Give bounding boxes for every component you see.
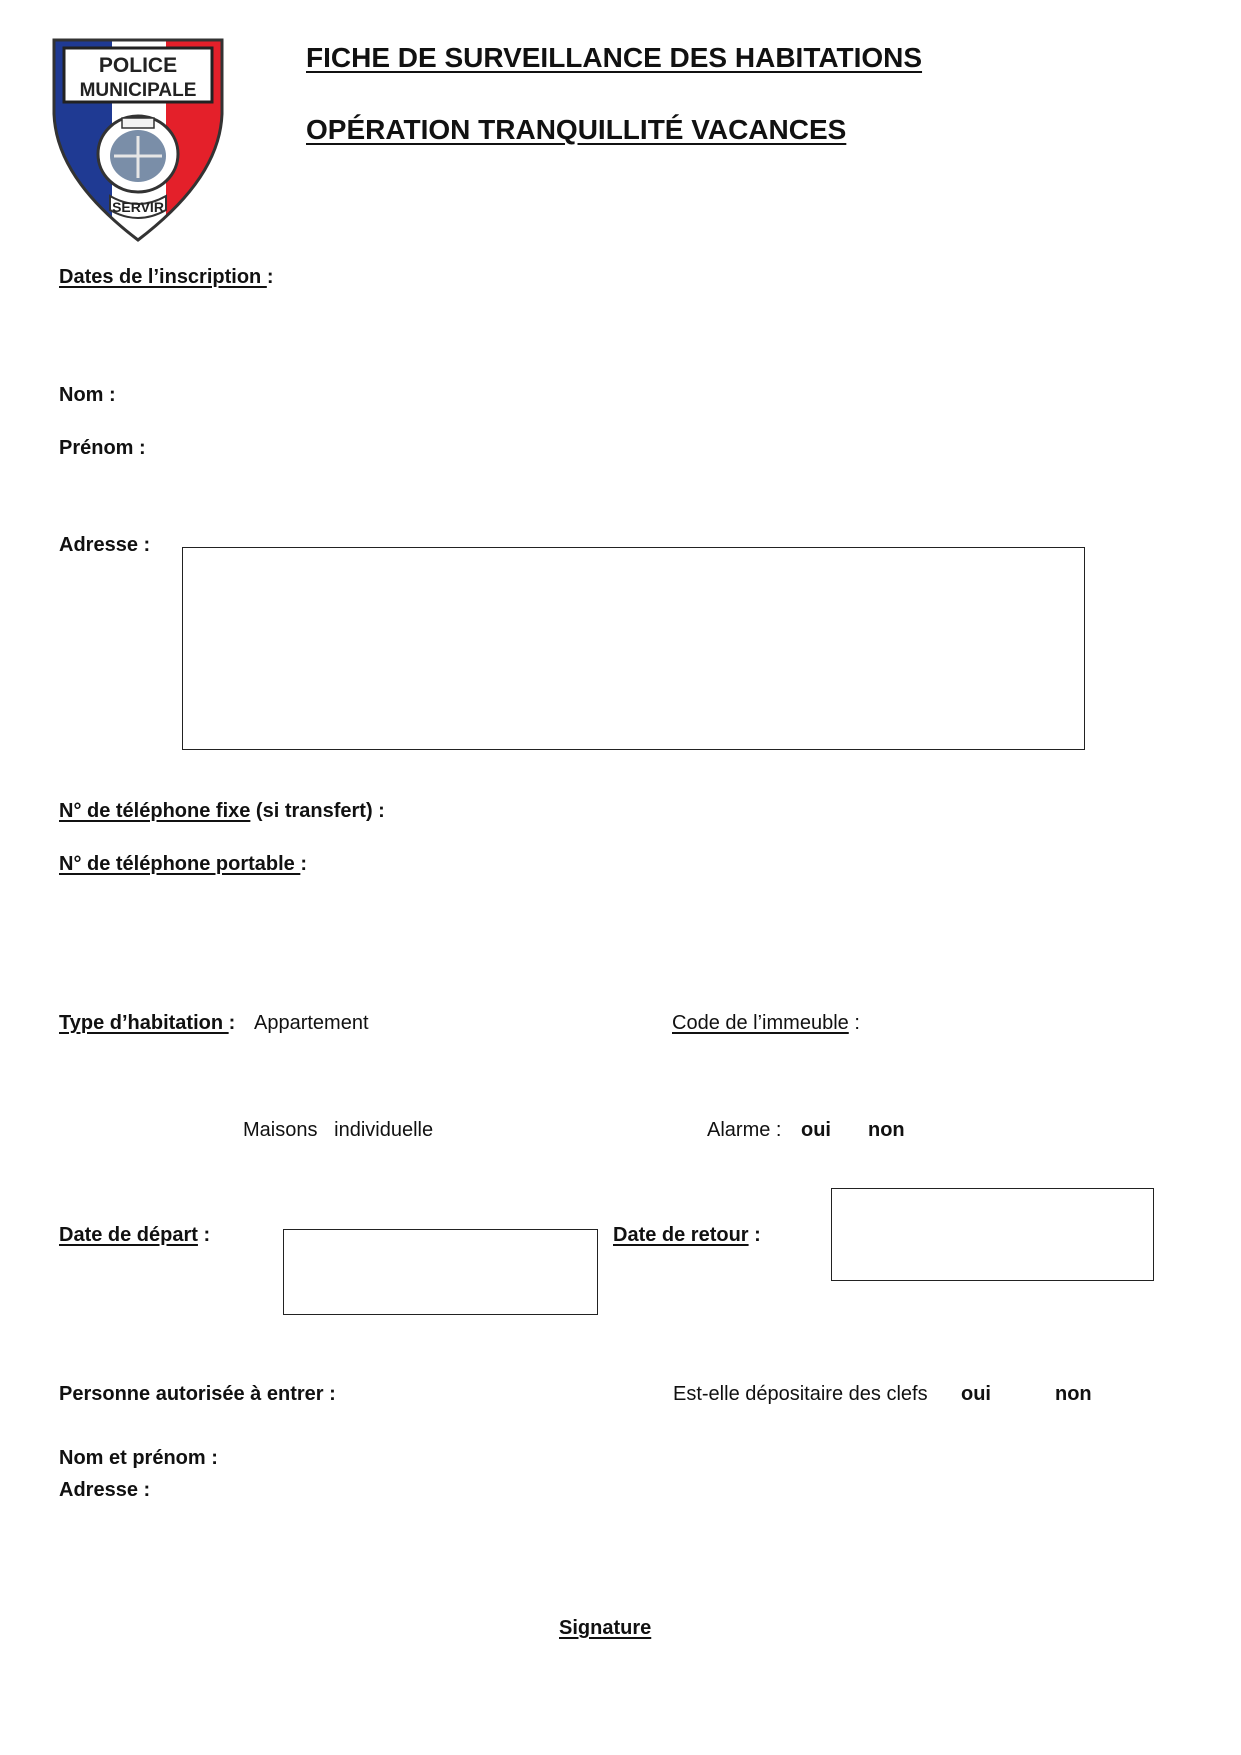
badge-motto: SERVIR: [112, 199, 164, 215]
date-retour-box[interactable]: [831, 1188, 1154, 1281]
adresse-label: Adresse :: [59, 534, 151, 556]
code-immeuble-colon: :: [848, 1012, 860, 1034]
type-habitation-label: [59, 1011, 235, 1035]
date-depart-label: [59, 1223, 210, 1247]
nom-prenom-label: Nom et prénom :: [59, 1447, 218, 1469]
date-depart-text: Date de départ: [59, 1224, 198, 1246]
police-municipale-badge-icon: [50, 36, 226, 244]
option-appartement[interactable]: Appartement: [254, 1012, 369, 1034]
tel-portable-text: N° de téléphone portable: [59, 853, 301, 875]
type-habitation-text: Type d’habitation: [59, 1012, 229, 1034]
depositaire-oui[interactable]: oui: [961, 1383, 991, 1405]
badge-line2: MUNICIPALE: [79, 80, 197, 101]
tel-fixe-text: N° de téléphone fixe: [59, 800, 251, 822]
nom-label: Nom :: [59, 384, 116, 406]
signature-label: Signature: [559, 1617, 652, 1639]
adresse-box[interactable]: [182, 547, 1085, 750]
type-habitation-colon: :: [228, 1012, 236, 1034]
date-retour-colon: :: [748, 1224, 761, 1246]
alarme-oui[interactable]: oui: [801, 1119, 831, 1141]
badge-line1: POLICE: [98, 54, 178, 77]
date-retour-label: [613, 1223, 761, 1247]
date-retour-text: Date de retour: [613, 1224, 749, 1246]
page-subtitle: OPÉRATION TRANQUILLITÉ VACANCES: [306, 114, 847, 145]
depositaire-non[interactable]: non: [1055, 1383, 1092, 1405]
tel-portable-colon: :: [300, 853, 308, 875]
adresse-personne-label: Adresse :: [59, 1479, 151, 1501]
prenom-label: Prénom :: [59, 437, 146, 459]
date-depart-colon: :: [197, 1224, 211, 1246]
option-maison-individuelle[interactable]: Maisons individuelle: [243, 1119, 434, 1141]
code-immeuble-label: [672, 1011, 860, 1035]
tel-portable-label: [59, 852, 307, 876]
dates-inscription-label: [59, 265, 274, 289]
depositaire-clefs-label: Est-elle dépositaire des clefs: [673, 1383, 928, 1405]
alarme-label: Alarme :: [707, 1119, 782, 1141]
date-depart-box[interactable]: [283, 1229, 598, 1315]
page-title: FICHE DE SURVEILLANCE DES HABITATIONS: [306, 42, 923, 73]
tel-fixe-label: [59, 799, 385, 823]
alarme-non[interactable]: non: [868, 1119, 905, 1141]
tel-fixe-suffix: (si transfert) :: [250, 800, 385, 822]
code-immeuble-text: Code de l’immeuble: [672, 1012, 849, 1034]
personne-autorisee-label: Personne autorisée à entrer :: [59, 1383, 336, 1405]
dates-inscription-text: Dates de l’inscription: [59, 266, 267, 288]
dates-inscription-colon: :: [266, 266, 274, 288]
